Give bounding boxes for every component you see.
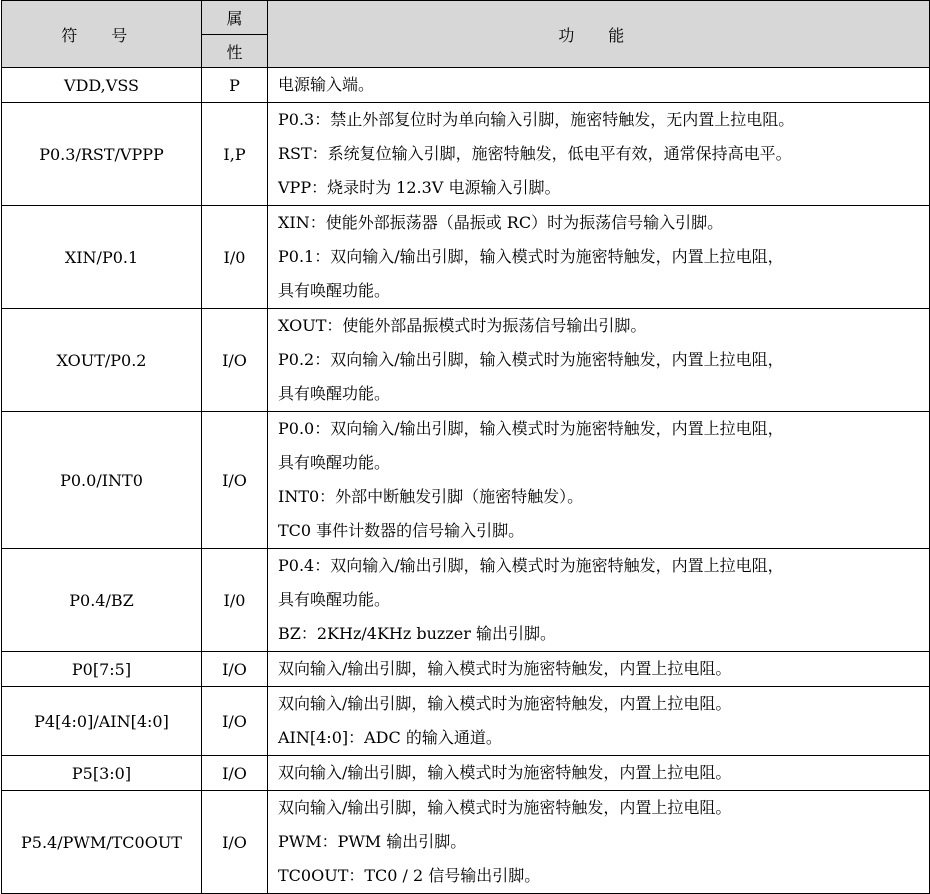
pin-function: [268, 687, 930, 756]
function-line: TC0OUT：TC0 / 2 信号输出引脚。: [278, 866, 541, 885]
pin-attribute: I/O: [202, 791, 268, 894]
function-line: 具有唤醒功能。: [278, 281, 391, 300]
function-line: BZ：2KHz/4KHz buzzer 输出引脚。: [278, 624, 556, 643]
function-line: INT0：外部中断触发引脚（施密特触发）。: [278, 487, 584, 506]
pin-symbol: XIN/P0.1: [2, 206, 202, 309]
pin-symbol: XOUT/P0.2: [2, 309, 202, 412]
function-line: XIN：使能外部振荡器（晶振或 RC）时为振荡信号输入引脚。: [278, 213, 724, 232]
table-row: [2, 103, 930, 206]
function-line: 双向输入/输出引脚，输入模式时为施密特触发，内置上拉电阻。: [278, 798, 732, 817]
function-line: 具有唤醒功能。: [278, 453, 391, 472]
table-row: [2, 687, 930, 756]
function-line: TC0 事件计数器的信号输入引脚。: [278, 521, 525, 540]
pin-attribute: I/0: [202, 549, 268, 652]
function-line: P0.0：双向输入/输出引脚，输入模式时为施密特触发，内置上拉电阻，: [278, 419, 784, 438]
pin-function: [268, 756, 930, 791]
table-row: [2, 549, 930, 652]
attribute-header-top: 属: [202, 1, 268, 35]
table-row: [2, 791, 930, 894]
function-line: 双向输入/输出引脚，输入模式时为施密特触发，内置上拉电阻。: [278, 763, 732, 782]
function-line: P0.3：禁止外部复位时为单向输入引脚，施密特触发，无内置上拉电阻。: [278, 110, 795, 129]
table-body: [2, 68, 930, 894]
pin-symbol: P0[7:5]: [2, 652, 202, 687]
function-line: AIN[4:0]：ADC 的输入通道。: [278, 728, 502, 747]
pin-symbol: P0.3/RST/VPPP: [2, 103, 202, 206]
pin-function: [268, 549, 930, 652]
table-row: [2, 68, 930, 103]
table-row: [2, 412, 930, 549]
pin-function: [268, 652, 930, 687]
function-line: 双向输入/输出引脚，输入模式时为施密特触发，内置上拉电阻。: [278, 694, 732, 713]
function-line: VPP：烧录时为 12.3V 电源输入引脚。: [278, 178, 561, 197]
function-header: [268, 1, 930, 68]
function-line: 具有唤醒功能。: [278, 384, 391, 403]
pin-symbol: P0.0/INT0: [2, 412, 202, 549]
pin-attribute: I,P: [202, 103, 268, 206]
function-line: 电源输入端。: [278, 75, 375, 94]
pin-function: [268, 103, 930, 206]
table-row: [2, 756, 930, 791]
function-line: RST：系统复位输入引脚，施密特触发，低电平有效，通常保持高电平。: [278, 144, 792, 163]
function-line: P0.1：双向输入/输出引脚，输入模式时为施密特触发，内置上拉电阻，: [278, 247, 784, 266]
pin-attribute: P: [202, 68, 268, 103]
pin-function: [268, 206, 930, 309]
table-row: [2, 652, 930, 687]
pin-symbol: P0.4/BZ: [2, 549, 202, 652]
table-row: [2, 206, 930, 309]
function-line: XOUT：使能外部晶振模式时为振荡信号输出引脚。: [278, 316, 647, 335]
function-line: 具有唤醒功能。: [278, 590, 391, 609]
pin-attribute: I/O: [202, 412, 268, 549]
pin-function: [268, 68, 930, 103]
symbol-header-text: 符 号: [61, 25, 142, 45]
pin-function: [268, 412, 930, 549]
symbol-header: [2, 1, 202, 68]
pin-attribute: I/O: [202, 309, 268, 412]
header-row-top: [2, 1, 930, 35]
pin-function: [268, 309, 930, 412]
pin-symbol: VDD,VSS: [2, 68, 202, 103]
function-line: P0.2：双向输入/输出引脚，输入模式时为施密特触发，内置上拉电阻，: [278, 350, 784, 369]
table-row: [2, 309, 930, 412]
table-header: [2, 1, 930, 68]
pin-symbol: P4[4:0]/AIN[4:0]: [2, 687, 202, 756]
pin-attribute: I/O: [202, 652, 268, 687]
attribute-header-bottom: 性: [202, 35, 268, 68]
pin-symbol: P5[3:0]: [2, 756, 202, 791]
function-header-text: 功 能: [558, 25, 639, 45]
pin-description-table: [1, 0, 930, 894]
pin-symbol: P5.4/PWM/TC0OUT: [2, 791, 202, 894]
pin-attribute: I/O: [202, 687, 268, 756]
pin-attribute: I/0: [202, 206, 268, 309]
function-line: PWM：PWM 输出引脚。: [278, 832, 467, 851]
pin-attribute: I/O: [202, 756, 268, 791]
pin-function: [268, 791, 930, 894]
function-line: 双向输入/输出引脚，输入模式时为施密特触发，内置上拉电阻。: [278, 659, 732, 678]
function-line: P0.4：双向输入/输出引脚，输入模式时为施密特触发，内置上拉电阻，: [278, 556, 784, 575]
